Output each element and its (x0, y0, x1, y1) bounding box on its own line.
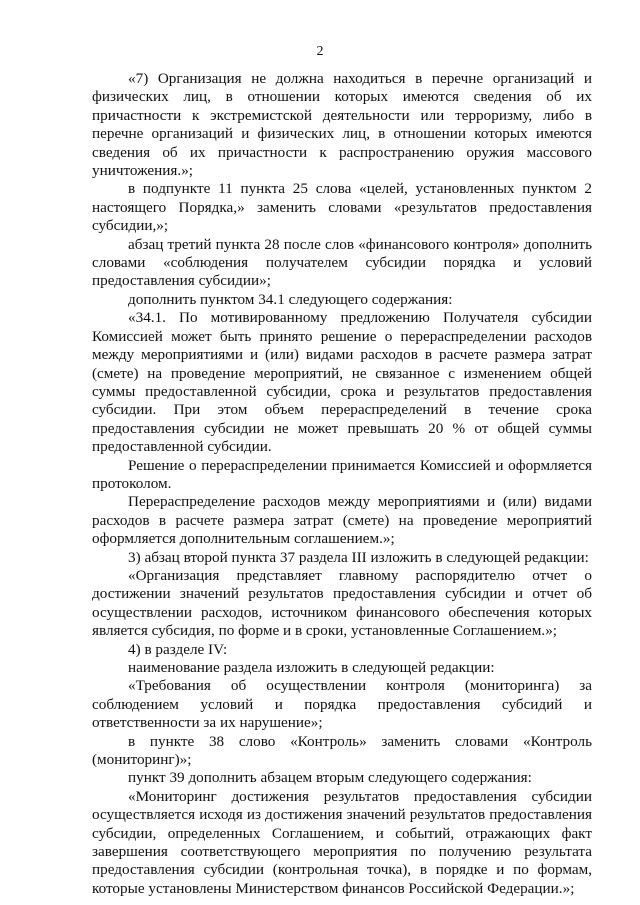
paragraph-subclause-11-point-25: в подпункте 11 пункта 25 слова «целей, установленных пунктом 2 настоящего Порядка,» заменить словами «результатов предоставления субсидии,»; (92, 180, 592, 235)
document-body (92, 70, 592, 898)
paragraph-point-37: 3) абзац второй пункта 37 раздела III изложить в следующей редакции: (128, 548, 589, 566)
paragraph-point-34-1-text: «34.1. По мотивированному предложению Получателя субсидии Комиссией может быть принято решение о перераспределении расходов между мероприятиями и (или) видами расходов в расчете размера затрат (смете) на проведение мероприятий, не связанное с изменением общей суммы предоставленной субсидии, срока и результатов предоставления субсидии. При этом объем перераспределений в течение срока предоставления субсидии не может превышать 20 % от общей суммы предоставленной субсидии. (92, 309, 592, 456)
paragraph-redistribution-agreement: Перераспределение расходов между мероприятиями и (или) видами расходов в расчете размера затрат (смете) на проведение мероприятий оформляется дополнительным соглашением.»; (92, 493, 592, 548)
paragraph-point-39: пункт 39 дополнить абзацем вторым следующего содержания: (128, 769, 532, 787)
paragraph-section-iv: 4) в разделе IV: (128, 640, 228, 658)
page-number: 2 (316, 44, 324, 59)
paragraph-report-text: «Организация представляет главному распорядителю отчет о достижении значений результатов предоставления субсидии и отчет об осуществлении расходов, источником финансового обеспечения которых является субсидия, по форме и в сроки, установленные Соглашением.»; (92, 566, 592, 640)
paragraph-add-point-34-1: дополнить пунктом 34.1 следующего содержания: (128, 290, 453, 308)
paragraph-clause-7: «7) Организация не должна находиться в перечне организаций и физических лиц, в отношении которых имеются сведения об их причастности к экстремистской деятельности или терроризму, либо в перечне организаций и физических лиц, в отношении которых имеются сведения об их причастности к распространению оружия массового уничтожения.»; (92, 70, 592, 180)
paragraph-point-28: абзац третий пункта 28 после слов «финансового контроля» дополнить словами «соблюдения получателем субсидии порядка и условий предоставления субсидии»; (92, 235, 592, 290)
paragraph-section-name-text: «Требования об осуществлении контроля (мониторинга) за соблюдением условий и порядка предоставления субсидий и ответственности за их нарушение»; (92, 677, 592, 732)
paragraph-monitoring-text: «Мониторинг достижения результатов предоставления субсидии осуществляется исходя из достижения значений результатов предоставления субсидии, определенных Соглашением, и событий, отражающих факт завершения соответствующего мероприятия по получению результата предоставления субсидии (контрольная точка), в порядке и по формам, которые установлены Министерством финансов Российской Федерации.»; (92, 787, 592, 897)
paragraph-section-name-change: наименование раздела изложить в следующей редакции: (128, 659, 495, 676)
paragraph-point-38: в пункте 38 слово «Контроль» заменить словами «Контроль (мониторинг)»; (92, 732, 592, 769)
paragraph-redistribution-decision: Решение о перераспределении принимается Комиссией и оформляется протоколом. (92, 456, 592, 492)
